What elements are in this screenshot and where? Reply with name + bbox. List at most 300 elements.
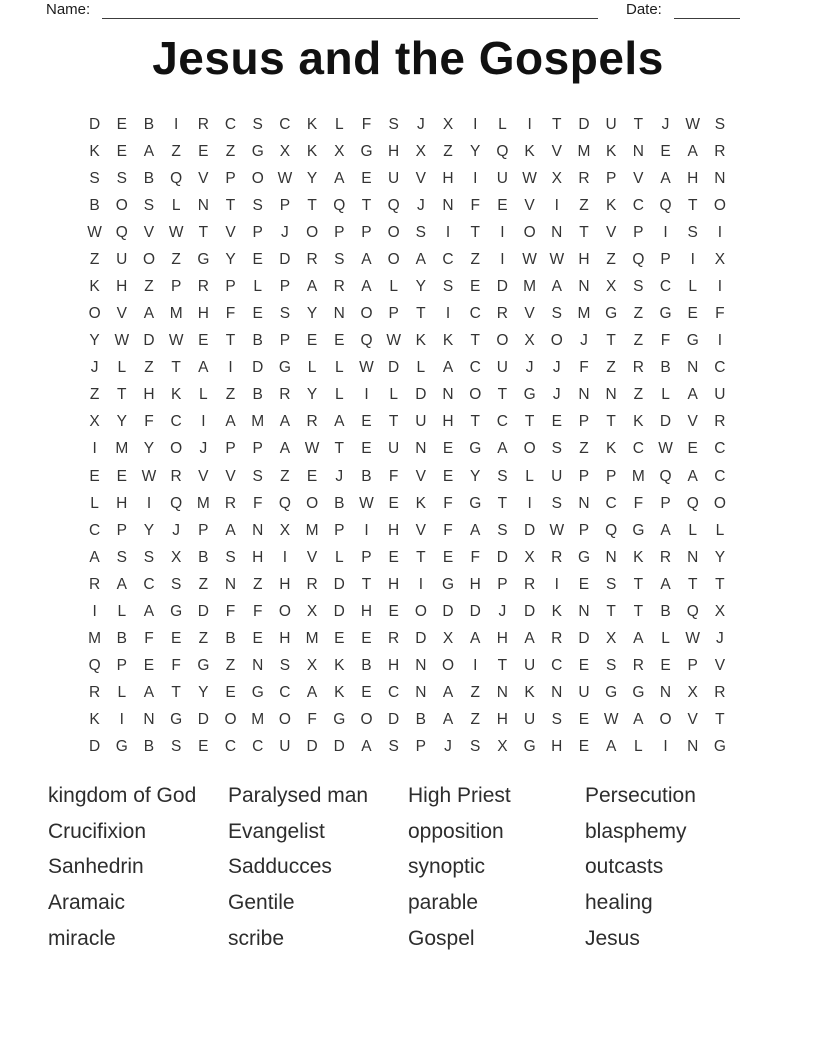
grid-letter: Z bbox=[225, 386, 236, 404]
word-item: High Priest bbox=[408, 783, 511, 807]
grid-letter: E bbox=[388, 602, 399, 620]
grid-letter: R bbox=[714, 142, 726, 160]
grid-letter: N bbox=[659, 684, 672, 702]
grid-letter: E bbox=[361, 630, 372, 648]
grid-letter: E bbox=[660, 142, 671, 160]
grid-letter: W bbox=[658, 440, 673, 458]
grid-letter: T bbox=[470, 332, 480, 350]
grid-letter: Z bbox=[606, 359, 616, 377]
grid-letter: L bbox=[661, 630, 670, 648]
grid-letter: V bbox=[524, 196, 535, 214]
grid-letter: I bbox=[201, 413, 206, 431]
grid-letter: W bbox=[168, 332, 184, 350]
puzzle-title: Jesus and the Gospels bbox=[152, 32, 664, 84]
grid-letter: O bbox=[360, 711, 373, 729]
grid-letter: E bbox=[170, 630, 182, 648]
grid-letter: B bbox=[143, 169, 155, 187]
grid-letter: G bbox=[686, 332, 699, 350]
grid-letter: P bbox=[198, 521, 209, 539]
grid-letter: M bbox=[115, 440, 129, 458]
grid-letter: W bbox=[522, 250, 537, 268]
grid-letter: V bbox=[687, 413, 698, 431]
grid-letter: L bbox=[416, 359, 426, 377]
grid-letter: Z bbox=[198, 630, 209, 648]
grid-letter: N bbox=[224, 575, 237, 593]
grid-letter: V bbox=[415, 467, 427, 485]
grid-letter: D bbox=[578, 630, 590, 648]
grid-letter: D bbox=[333, 738, 345, 756]
grid-letter: O bbox=[306, 494, 319, 512]
grid-letter: E bbox=[578, 575, 590, 593]
grid-letter: H bbox=[116, 278, 128, 295]
grid-letter: M bbox=[523, 278, 537, 295]
grid-letter: I bbox=[527, 115, 532, 133]
grid-letter: F bbox=[252, 602, 263, 620]
grid-letter: E bbox=[388, 548, 399, 566]
grid-letter: C bbox=[469, 305, 481, 323]
grid-letter: Z bbox=[470, 711, 480, 729]
grid-letter: R bbox=[333, 278, 345, 295]
grid-letter: O bbox=[442, 657, 455, 675]
word-item: outcasts bbox=[585, 855, 664, 879]
grid-letter: E bbox=[578, 738, 590, 756]
grid-letter: X bbox=[551, 169, 562, 187]
grid-letter: R bbox=[224, 494, 237, 512]
grid-letter: L bbox=[525, 467, 534, 485]
grid-letter: S bbox=[551, 305, 562, 323]
grid-letter: O bbox=[278, 602, 291, 620]
grid-letter: S bbox=[442, 278, 454, 295]
grid-letter: B bbox=[198, 548, 209, 566]
grid-letter: U bbox=[523, 711, 536, 729]
grid-letter: L bbox=[688, 521, 698, 539]
grid-letter: D bbox=[523, 521, 536, 539]
grid-letter: K bbox=[334, 684, 345, 702]
word-item: Gospel bbox=[408, 926, 475, 950]
grid-letter: B bbox=[143, 738, 155, 756]
grid-letter: R bbox=[306, 250, 318, 268]
name-input-line[interactable] bbox=[102, 0, 598, 19]
grid-letter: G bbox=[469, 440, 482, 458]
grid-letter: L bbox=[634, 738, 643, 756]
grid-letter: R bbox=[632, 657, 644, 675]
word-item: Paralysed man bbox=[228, 783, 369, 807]
grid-letter: F bbox=[307, 711, 317, 729]
grid-letter: X bbox=[279, 142, 291, 160]
grid-letter: N bbox=[252, 657, 264, 675]
grid-letter: C bbox=[659, 278, 672, 295]
grid-letter: X bbox=[524, 548, 535, 566]
grid-letter: P bbox=[279, 332, 291, 350]
grid-letter: X bbox=[497, 738, 508, 756]
grid-letter: J bbox=[416, 196, 425, 214]
grid-letter: Q bbox=[278, 494, 291, 512]
grid-letter: U bbox=[551, 467, 563, 485]
grid-letter: A bbox=[225, 413, 236, 431]
grid-letter: G bbox=[170, 602, 183, 620]
grid-letter: D bbox=[333, 575, 345, 593]
grid-letter: P bbox=[225, 440, 236, 458]
grid-letter: S bbox=[687, 223, 698, 241]
grid-letter: G bbox=[278, 359, 291, 377]
grid-letter: I bbox=[473, 657, 478, 675]
grid-letter: A bbox=[361, 278, 372, 295]
grid-letter: Y bbox=[143, 521, 155, 539]
grid-letter: C bbox=[496, 413, 508, 431]
grid-letter: R bbox=[388, 630, 400, 648]
grid-letter: W bbox=[359, 494, 374, 512]
grid-letter: N bbox=[143, 711, 155, 729]
grid-letter: Z bbox=[606, 250, 616, 268]
grid-letter: T bbox=[606, 332, 616, 350]
grid-letter: D bbox=[578, 115, 590, 133]
grid-letter: M bbox=[577, 142, 591, 160]
grid-letter: C bbox=[714, 467, 726, 485]
grid-letter: Q bbox=[88, 657, 101, 675]
grid-letter: L bbox=[117, 359, 127, 377]
grid-letter: I bbox=[92, 602, 97, 620]
grid-letter: W bbox=[522, 169, 537, 187]
grid-letter: R bbox=[714, 413, 726, 431]
grid-letter: O bbox=[278, 711, 291, 729]
grid-letter: X bbox=[442, 115, 454, 133]
grid-letter: E bbox=[89, 467, 100, 485]
grid-letter: A bbox=[89, 548, 100, 566]
grid-letter: H bbox=[279, 630, 291, 648]
grid-letter: R bbox=[551, 630, 563, 648]
grid-letter: D bbox=[659, 413, 672, 431]
grid-letter: M bbox=[305, 521, 319, 539]
grid-letter: X bbox=[334, 142, 345, 160]
grid-letter: I bbox=[717, 278, 723, 295]
grid-letter: Z bbox=[225, 657, 236, 675]
grid-letter: N bbox=[415, 684, 427, 702]
grid-letter: N bbox=[252, 521, 264, 539]
grid-letter: I bbox=[717, 332, 723, 350]
grid-letter: K bbox=[524, 684, 535, 702]
word-item: kingdom of God bbox=[48, 783, 197, 807]
grid-letter: L bbox=[661, 386, 670, 404]
grid-letter: L bbox=[199, 386, 208, 404]
grid-letter: L bbox=[117, 602, 127, 620]
grid-letter: B bbox=[89, 196, 100, 214]
grid-letter: T bbox=[633, 575, 644, 593]
grid-letter: A bbox=[633, 711, 644, 729]
grid-letter: P bbox=[578, 467, 590, 485]
grid-letter: B bbox=[334, 494, 345, 512]
grid-letter: I bbox=[690, 250, 695, 268]
grid-letter: Z bbox=[470, 250, 480, 268]
grid-letter: P bbox=[361, 548, 372, 566]
grid-letter: T bbox=[361, 196, 372, 214]
word-item: Gentile bbox=[228, 890, 295, 914]
grid-letter: L bbox=[117, 684, 127, 702]
grid-letter: O bbox=[142, 250, 155, 268]
grid-letter: E bbox=[198, 738, 209, 756]
grid-letter: I bbox=[554, 575, 559, 593]
grid-letter: N bbox=[578, 278, 590, 295]
grid-letter: W bbox=[685, 630, 701, 648]
word-item: Aramaic bbox=[48, 890, 126, 914]
wordsearch-grid bbox=[81, 111, 734, 761]
grid-letter: Y bbox=[116, 413, 127, 431]
grid-letter: H bbox=[496, 630, 508, 648]
grid-letter: S bbox=[388, 115, 399, 133]
grid-letter: I bbox=[364, 521, 369, 539]
grid-letter: V bbox=[605, 223, 617, 241]
grid-letter: S bbox=[497, 521, 508, 539]
grid-letter: T bbox=[633, 602, 644, 620]
grid-letter: H bbox=[442, 169, 454, 187]
grid-letter: V bbox=[225, 223, 236, 241]
grid-letter: N bbox=[415, 440, 427, 458]
grid-letter: P bbox=[660, 494, 671, 512]
grid-letter: O bbox=[251, 169, 264, 187]
grid-letter: I bbox=[500, 223, 505, 241]
grid-letter: I bbox=[146, 494, 152, 512]
word-bank-column bbox=[408, 778, 511, 956]
grid-letter: Q bbox=[115, 223, 128, 241]
grid-letter: U bbox=[578, 684, 590, 702]
grid-letter: X bbox=[306, 657, 318, 675]
grid-letter: A bbox=[470, 630, 481, 648]
grid-letter: I bbox=[282, 548, 288, 566]
grid-letter: J bbox=[498, 602, 507, 620]
grid-letter: E bbox=[442, 548, 454, 566]
grid-letter: P bbox=[334, 521, 345, 539]
grid-letter: X bbox=[524, 332, 535, 350]
grid-letter: E bbox=[578, 711, 590, 729]
grid-letter: W bbox=[141, 467, 157, 485]
grid-letter: N bbox=[442, 196, 454, 214]
grid-letter: D bbox=[388, 711, 400, 729]
grid-letter: S bbox=[89, 169, 100, 187]
grid-letter: W bbox=[685, 115, 701, 133]
grid-letter: E bbox=[361, 684, 372, 702]
grid-letter: D bbox=[197, 711, 209, 729]
grid-letter: P bbox=[687, 657, 698, 675]
grid-letter: E bbox=[143, 657, 155, 675]
grid-letter: D bbox=[388, 359, 400, 377]
grid-letter: A bbox=[660, 169, 671, 187]
grid-letter: S bbox=[225, 548, 236, 566]
word-item: scribe bbox=[228, 926, 285, 950]
grid-letter: A bbox=[334, 413, 345, 431]
grid-letter: H bbox=[388, 575, 400, 593]
grid-letter: F bbox=[144, 630, 154, 648]
grid-letter: C bbox=[714, 440, 726, 458]
grid-letter: K bbox=[89, 711, 100, 729]
grid-letter: F bbox=[225, 305, 236, 323]
grid-letter: W bbox=[277, 169, 293, 187]
grid-letter: E bbox=[361, 169, 372, 187]
grid-letter: T bbox=[687, 575, 698, 593]
grid-letter: T bbox=[497, 494, 508, 512]
grid-letter: D bbox=[197, 602, 209, 620]
grid-letter: G bbox=[115, 738, 128, 756]
grid-letter: L bbox=[334, 115, 344, 133]
grid-letter: Q bbox=[605, 521, 618, 539]
grid-letter: R bbox=[659, 548, 672, 566]
grid-letter: I bbox=[473, 115, 478, 133]
grid-letter: X bbox=[415, 142, 427, 160]
grid-letter: C bbox=[551, 657, 563, 675]
grid-letter: T bbox=[524, 413, 535, 431]
grid-letter: N bbox=[551, 223, 563, 241]
grid-letter: F bbox=[715, 305, 725, 323]
grid-letter: Y bbox=[143, 440, 155, 458]
grid-letter: V bbox=[198, 169, 209, 187]
grid-letter: S bbox=[633, 278, 644, 295]
grid-letter: O bbox=[713, 196, 726, 214]
grid-letter: A bbox=[470, 521, 481, 539]
grid-letter: N bbox=[578, 602, 590, 620]
grid-letter: R bbox=[306, 413, 318, 431]
grid-letter: D bbox=[252, 359, 264, 377]
grid-letter: A bbox=[198, 359, 209, 377]
grid-letter: G bbox=[333, 711, 346, 729]
grid-letter: K bbox=[415, 332, 427, 350]
grid-letter: T bbox=[470, 223, 480, 241]
grid-letter: R bbox=[578, 169, 590, 187]
grid-letter: E bbox=[252, 630, 263, 648]
grid-letter: S bbox=[143, 196, 155, 214]
name-label: Name: bbox=[46, 1, 91, 18]
grid-letter: A bbox=[361, 250, 372, 268]
word-item: healing bbox=[585, 890, 653, 914]
grid-letter: S bbox=[388, 738, 399, 756]
grid-letter: A bbox=[687, 386, 698, 404]
grid-letter: D bbox=[469, 602, 481, 620]
grid-letter: I bbox=[445, 223, 451, 241]
grid-letter: U bbox=[116, 250, 128, 268]
grid-letter: T bbox=[171, 684, 181, 702]
grid-letter: P bbox=[578, 521, 590, 539]
grid-letter: C bbox=[442, 250, 454, 268]
grid-letter: R bbox=[88, 684, 101, 702]
grid-letter: O bbox=[115, 196, 128, 214]
grid-letter: C bbox=[252, 738, 264, 756]
grid-letter: E bbox=[442, 440, 454, 458]
grid-letter: P bbox=[497, 575, 508, 593]
grid-letter: J bbox=[416, 115, 425, 133]
grid-letter: T bbox=[416, 305, 426, 323]
grid-letter: L bbox=[715, 521, 725, 539]
grid-letter: E bbox=[470, 278, 481, 295]
grid-letter: Q bbox=[659, 467, 672, 485]
grid-letter: B bbox=[143, 115, 155, 133]
grid-letter: F bbox=[361, 115, 372, 133]
grid-letter: A bbox=[225, 521, 236, 539]
grid-letter: J bbox=[580, 332, 588, 350]
grid-letter: C bbox=[605, 494, 617, 512]
grid-letter: S bbox=[415, 223, 427, 241]
grid-letter: C bbox=[224, 738, 237, 756]
grid-letter: P bbox=[578, 413, 590, 431]
grid-letter: I bbox=[418, 575, 423, 593]
grid-letter: H bbox=[551, 738, 563, 756]
grid-letter: P bbox=[116, 521, 127, 539]
grid-letter: Y bbox=[306, 169, 318, 187]
grid-letter: S bbox=[116, 548, 127, 566]
grid-letter: T bbox=[388, 413, 399, 431]
grid-letter: G bbox=[632, 521, 645, 539]
grid-letter: R bbox=[714, 684, 726, 702]
grid-letter: H bbox=[143, 386, 155, 404]
grid-letter: J bbox=[716, 630, 724, 648]
grid-letter: Q bbox=[387, 196, 400, 214]
grid-letter: M bbox=[251, 413, 265, 431]
grid-letter: X bbox=[605, 630, 617, 648]
grid-letter: N bbox=[687, 548, 699, 566]
grid-letter: P bbox=[388, 305, 399, 323]
grid-letter: O bbox=[523, 440, 536, 458]
grid-letter: T bbox=[307, 196, 317, 214]
grid-letter: L bbox=[688, 278, 698, 295]
grid-letter: N bbox=[605, 386, 617, 404]
grid-letter: T bbox=[334, 440, 345, 458]
grid-letter: E bbox=[361, 413, 372, 431]
grid-letter: S bbox=[116, 169, 127, 187]
grid-letter: J bbox=[525, 359, 534, 377]
grid-letter: S bbox=[252, 467, 263, 485]
grid-letter: S bbox=[497, 467, 508, 485]
grid-letter: P bbox=[170, 278, 182, 295]
grid-letter: H bbox=[687, 169, 699, 187]
grid-letter: F bbox=[443, 521, 453, 539]
grid-letter: T bbox=[117, 386, 127, 404]
grid-letter: W bbox=[386, 332, 401, 350]
grid-letter: K bbox=[170, 386, 182, 404]
word-item: blasphemy bbox=[585, 819, 687, 843]
grid-letter: F bbox=[225, 602, 236, 620]
grid-letter: D bbox=[88, 115, 101, 133]
grid-letter: B bbox=[252, 332, 263, 350]
grid-letter: N bbox=[496, 684, 508, 702]
grid-letter: E bbox=[116, 142, 127, 160]
grid-letter: I bbox=[527, 494, 532, 512]
grid-letter: K bbox=[442, 332, 454, 350]
grid-letter: D bbox=[496, 278, 508, 295]
grid-letter: S bbox=[470, 738, 481, 756]
word-item: synoptic bbox=[408, 855, 486, 879]
grid-letter: A bbox=[415, 250, 427, 268]
grid-letter: I bbox=[228, 359, 233, 377]
grid-letter: L bbox=[334, 386, 344, 404]
word-bank-column bbox=[585, 778, 696, 956]
grid-letter: M bbox=[631, 467, 645, 485]
grid-letter: T bbox=[633, 115, 644, 133]
grid-letter: U bbox=[388, 169, 400, 187]
grid-letter: I bbox=[119, 711, 124, 729]
grid-letter: Z bbox=[89, 386, 100, 404]
grid-letter: T bbox=[416, 548, 426, 566]
word-item: miracle bbox=[48, 926, 116, 950]
grid-letter: S bbox=[334, 250, 345, 268]
grid-letter: J bbox=[335, 467, 344, 485]
grid-letter: T bbox=[579, 223, 589, 241]
date-input-line[interactable] bbox=[674, 0, 740, 19]
grid-letter: D bbox=[88, 738, 101, 756]
grid-letter: I bbox=[500, 250, 505, 268]
grid-letter: Z bbox=[280, 467, 290, 485]
grid-letter: M bbox=[251, 711, 265, 729]
grid-letter: T bbox=[225, 196, 236, 214]
grid-letter: N bbox=[197, 196, 209, 214]
grid-letter: J bbox=[552, 359, 561, 377]
grid-letter: T bbox=[552, 115, 562, 133]
grid-letter: O bbox=[88, 305, 101, 323]
